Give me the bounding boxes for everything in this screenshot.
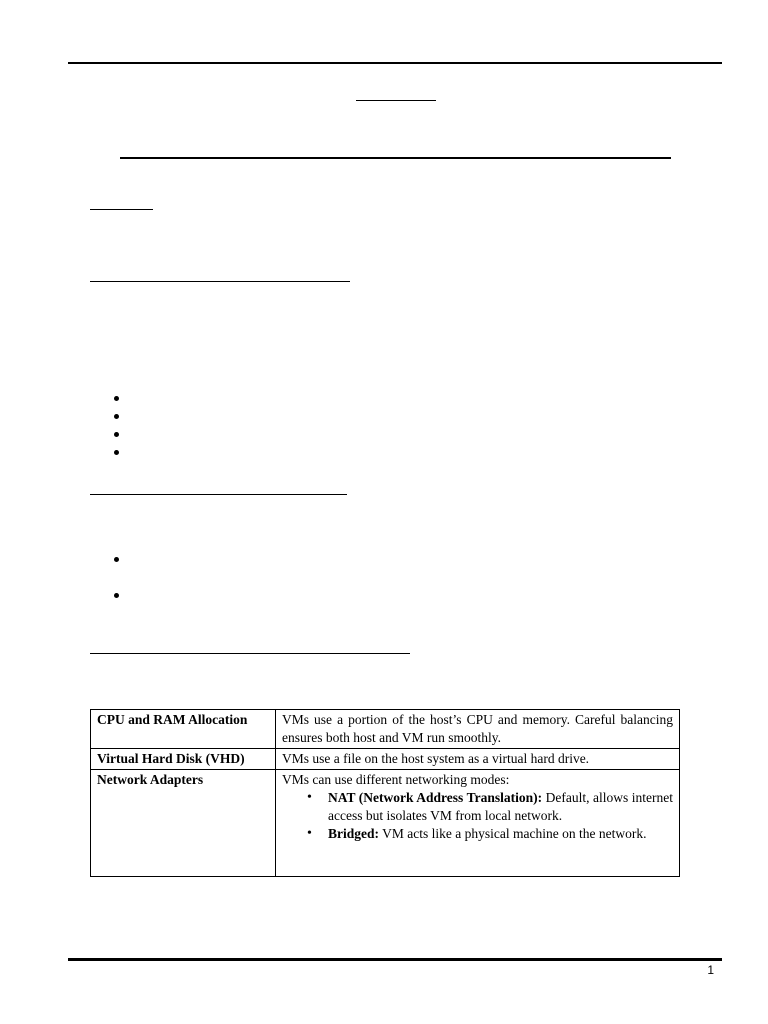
table-row-description bbox=[276, 770, 680, 877]
subtitle-underline bbox=[120, 157, 671, 159]
table-row bbox=[91, 710, 680, 749]
table-row-label: Network Adapters bbox=[91, 770, 276, 877]
mode-description: Default, allows internet access but isolates VM from local network. bbox=[328, 790, 673, 823]
section-2-heading-underline bbox=[90, 281, 350, 282]
table-row-label: Virtual Hard Disk (VHD) bbox=[91, 749, 276, 770]
footer-rule bbox=[68, 958, 722, 961]
table-row-description: VMs use a file on the host system as a virtual hard drive. bbox=[276, 749, 680, 770]
list-item bbox=[328, 789, 673, 825]
list-2-bullet bbox=[114, 593, 119, 598]
section-3-heading-underline bbox=[90, 494, 347, 495]
list-1-bullet bbox=[114, 414, 119, 419]
header-rule bbox=[68, 62, 722, 64]
title-underline bbox=[356, 100, 436, 101]
list-1-bullet bbox=[114, 432, 119, 437]
table-row bbox=[91, 770, 680, 877]
table-row-description: VMs use a portion of the host’s CPU and memory. Careful balancing ensures both host and VM run smoothly. bbox=[276, 710, 680, 749]
section-4-heading-underline bbox=[90, 653, 410, 654]
network-modes-list bbox=[282, 789, 673, 843]
table-row-label: CPU and RAM Allocation bbox=[91, 710, 276, 749]
list-2-bullet bbox=[114, 557, 119, 562]
network-modes-intro: VMs can use different networking modes: bbox=[282, 772, 510, 787]
mode-description: VM acts like a physical machine on the network. bbox=[379, 826, 647, 841]
list-1-bullet bbox=[114, 396, 119, 401]
list-1-bullet bbox=[114, 450, 119, 455]
mode-term: Bridged: bbox=[328, 826, 380, 841]
section-1-heading-underline bbox=[90, 209, 153, 210]
table-row bbox=[91, 749, 680, 770]
list-item bbox=[328, 825, 673, 843]
page-number: 1 bbox=[707, 963, 714, 977]
mode-term: NAT (Network Address Translation): bbox=[328, 790, 543, 805]
vm-configuration-table bbox=[90, 709, 680, 877]
